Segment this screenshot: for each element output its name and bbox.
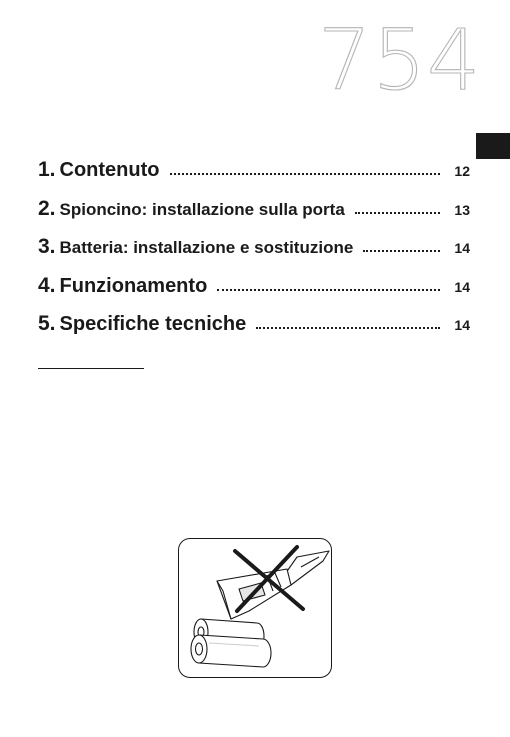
toc-entry-page: 14 <box>454 278 470 295</box>
no-cutter-with-batteries-icon <box>178 538 332 678</box>
toc-leader-dots <box>355 212 440 214</box>
toc-entry-number: 1. <box>38 158 56 181</box>
toc-entry-number: 5. <box>38 312 56 335</box>
toc-leader-dots <box>256 327 440 329</box>
toc-leader-dots <box>363 250 440 252</box>
toc-leader-dots <box>217 289 440 291</box>
toc-entry-funzionamento[interactable] <box>38 274 470 313</box>
toc-entry-contenuto[interactable] <box>38 158 470 197</box>
table-of-contents <box>38 158 470 351</box>
toc-entry-title: Contenuto <box>59 159 160 181</box>
toc-entry-number: 2. <box>38 196 56 220</box>
toc-entry-specifiche[interactable] <box>38 312 470 351</box>
model-number: 754 <box>318 11 482 109</box>
toc-entry-spioncino[interactable] <box>38 197 470 236</box>
section-divider <box>38 368 144 369</box>
toc-entry-page: 14 <box>454 240 470 256</box>
section-tab-marker <box>476 133 510 159</box>
batteries-icon <box>191 619 271 667</box>
toc-leader-dots <box>170 173 441 175</box>
toc-entry-page: 13 <box>454 201 470 218</box>
toc-entry-number: 4. <box>38 273 56 297</box>
toc-entry-title: Specifiche tecniche <box>59 313 247 335</box>
toc-entry-title: Funzionamento <box>59 274 208 297</box>
toc-entry-page: 14 <box>454 317 470 333</box>
toc-entry-page: 12 <box>454 163 470 179</box>
toc-entry-title: Spioncino: installazione sulla porta <box>59 199 345 219</box>
toc-entry-title: Batteria: installazione e sostituzione <box>59 238 354 257</box>
toc-entry-number: 3. <box>38 235 56 258</box>
warning-illustration <box>179 539 331 677</box>
toc-entry-batteria[interactable] <box>38 235 470 274</box>
